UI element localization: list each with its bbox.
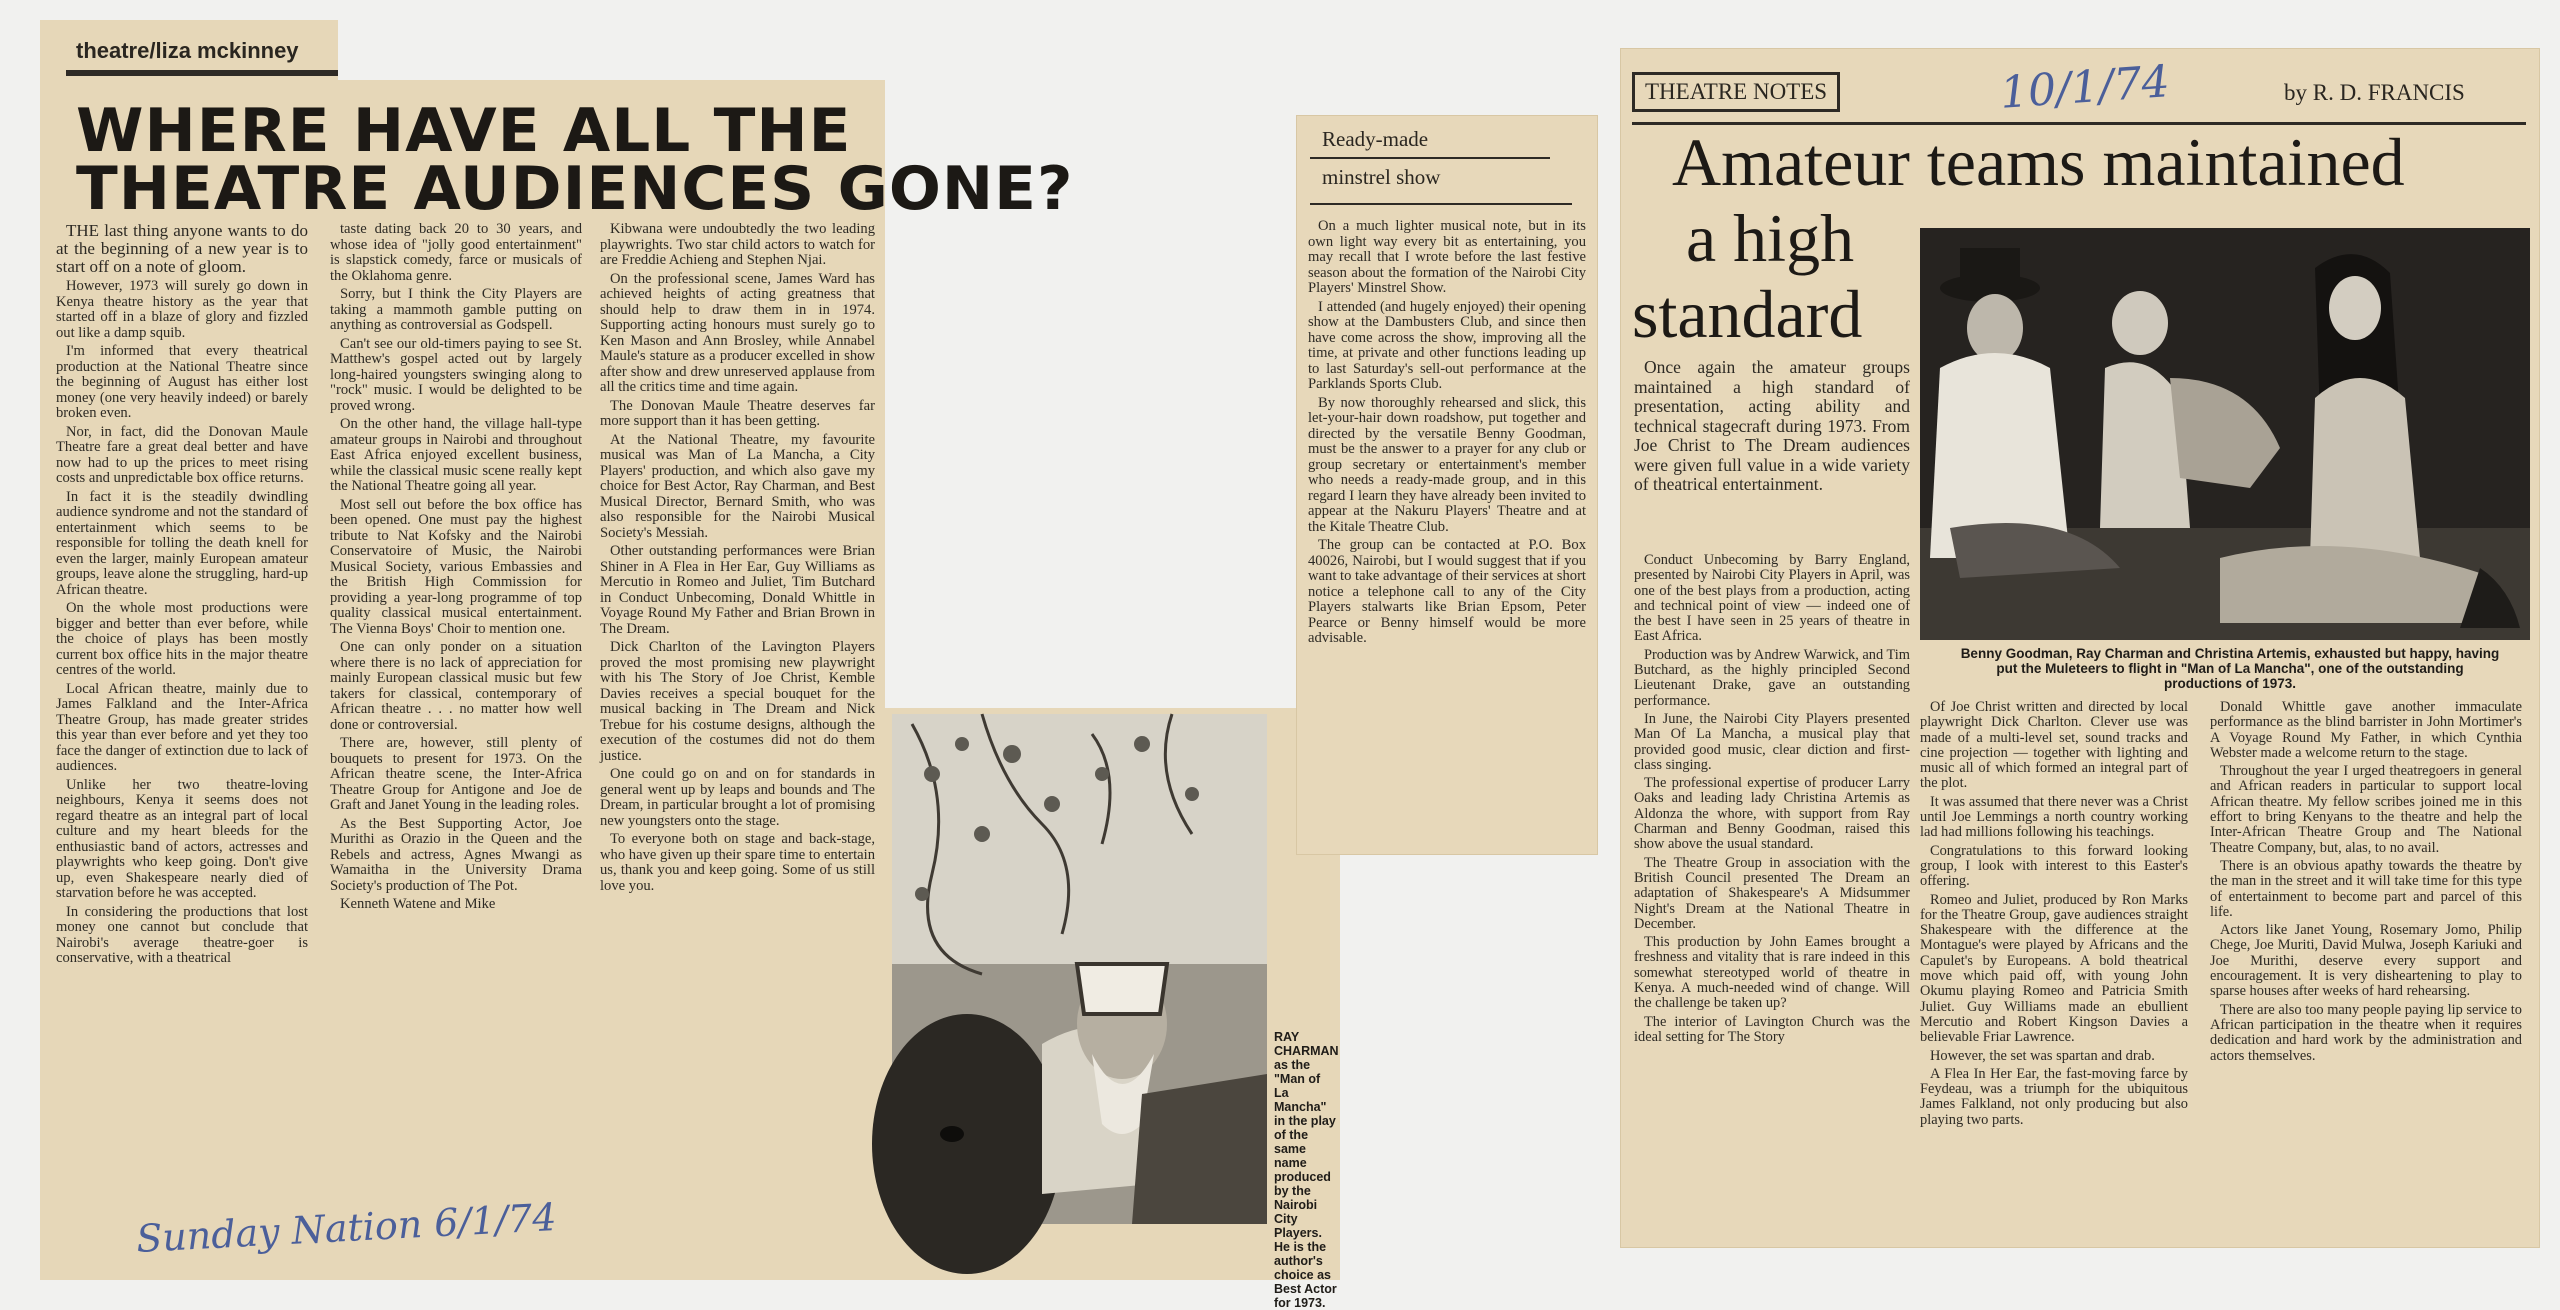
paragraph: There are also too many people paying lip service to African participation in the theatre when it requires dedication and hard work by the administration and actors themselves.	[2210, 1001, 2522, 1064]
paragraph: Congratulations to this forward looking group, I look with interest to this Easter's offering.	[1920, 842, 2188, 890]
paragraph: One could go on and on for standards in general went up by leaps and bounds and The Dream, in particular brought a lot of promising new youngsters onto the stage.	[600, 766, 875, 829]
paragraph: Actors like Janet Young, Rosemary Jomo, Philip Chege, Joe Muriti, David Mulwa, Joseph Kariuki and Joe Murithi, deserve every support and encouragement. It is very disheartening to play to sparse houses after weeks of hard rehearsing.	[2210, 922, 2522, 1000]
section-label	[1632, 72, 1840, 112]
paragraph: I attended (and hugely enjoyed) their opening show at the Dambusters Club, and since then have come across the show, improving all the time, at private and other functions leading up to last Saturday's sell-out performance at the Parklands Sports Club.	[1308, 298, 1586, 392]
man-of-la-mancha-photo-caption: Benny Goodman, Ray Charman and Christina Artemis, exhausted but happy, having put the Muleteers to flight in "Man of La Mancha", one of the outstanding productions of 1973.	[1960, 646, 2500, 691]
paragraph: I'm informed that every theatrical production at the National Theatre since the beginning of August has either lost money (one very heavily indeed) or barely broken even.	[56, 343, 308, 421]
paragraph: Of Joe Christ written and directed by local playwright Dick Charlton. Clever use was made of a multi-level set, sound tracks and cine projection — together with lighting and music all of which formed an integral part of the plot.	[1920, 699, 2188, 792]
article-column-1	[1634, 553, 1910, 1048]
section-kicker-text: theatre/liza mckinney	[76, 38, 299, 63]
paragraph: The interior of Lavington Church was the ideal setting for The Story	[1634, 1013, 1910, 1045]
article-column-3	[2210, 700, 2522, 1067]
minstrel-article-column	[1308, 219, 1586, 650]
paragraph: On a much lighter musical note, but in its own light way every bit as entertaining, you may recall that I wrote before the last festive season about the formation of the Nairobi City Players' Minstrel Show.	[1308, 218, 1586, 296]
paragraph: Local African theatre, mainly due to James Falkland and the Inter-Africa Theatre Group, has made greater strides this year than ever before and yet they too face the danger of extinction due to lack of audiences.	[56, 680, 308, 774]
paragraph: This production by John Eames brought a freshness and vitality that is rare indeed in this somewhat stereotyped world of theatre in Kenya. A much-needed wind of change. Will the challenge be taken up?	[1634, 934, 1910, 1012]
paragraph: At the National Theatre, my favourite musical was Man of La Mancha, a City Players' production, and which also gave my choice for Best Actor, Ray Charman, and Best Musical Director, Bernard Smith, who was also responsible for the Nairobi Musical Society's Messiah.	[600, 431, 875, 541]
byline: by R. D. FRANCIS	[2284, 80, 2465, 105]
article-column-3	[600, 222, 875, 897]
lead-paragraph	[1634, 358, 1910, 498]
clipping-minstrel-show	[1296, 115, 1598, 855]
kicker-heading-rule	[1310, 157, 1550, 159]
paragraph: taste dating back 20 to 30 years, and whose idea of "jolly good entertainment" is slapstick comedy, farce or musicals of the Oklahoma genre.	[330, 221, 582, 284]
paragraph: However, the set was spartan and drab.	[1930, 1047, 2155, 1064]
paragraph: A Flea In Her Ear, the fast-moving farce by Feydeau, was a triumph for the ubiquitous James Falkland, not only producing but also playing two parts.	[1920, 1065, 2188, 1128]
paragraph: Other outstanding performances were Brian Shiner in A Flea in Her Ear, Guy Williams as Mercutio in Romeo and Juliet, Tim Butchard in Conduct Unbecoming, Donald Whittle in Voyage Round My Father and Brian Brown in The Dream.	[600, 543, 875, 637]
paragraph: On the professional scene, James Ward has achieved heights of acting greatness that should help to draw them in in 1974. Supporting acting honours must surely go to Ken Mason and Ann Brosley, while Annabel Maule's stature as a producer excelled in show after show and drew unreserved applause from all the critics time and time again.	[600, 270, 875, 395]
article-column-2	[330, 222, 582, 916]
paragraph: By now thoroughly rehearsed and slick, this let-your-hair down roadshow, put together and directed by the versatile Benny Goodman, must be the answer to a prayer for any club or group secretary or entertainment's member who needs a ready-made group, and in this regard I learn they have already been invited to appear at the Nakuru Players' Theatre and at the Kitale Theatre Club.	[1308, 394, 1586, 535]
paragraph: Once again the amateur groups maintained a high standard of presentation, acting ability and technical stagecraft during 1973. From Joe Christ to The Dream audiences were given full value in a wide variety of theatrical entertainment.	[1634, 357, 1910, 494]
paragraph: Kenneth Watene and Mike	[340, 896, 496, 912]
section-label-text: THEATRE NOTES	[1645, 79, 1828, 104]
paragraph: Can't see our old-timers paying to see St. Matthew's gospel acted out by largely long-haired youngsters swinging along to "rock" music. I would be delighted to be proved wrong.	[330, 335, 582, 414]
paragraph: Nor, in fact, did the Donovan Maule Theatre fare a great deal better and have now had to up the prices to meet rising costs and unpredictable box office returns.	[56, 423, 308, 486]
paragraph: There are, however, still plenty of bouquets to present for 1973. On the African theatre scene, the Inter-Africa Theatre Group for Antigone and Joe de Graft and Janet Young in the leading roles.	[330, 735, 582, 813]
paragraph: Production was by Andrew Warwick, and Tim Butchard, as the highly principled Second Lieutenant Drake, gave an outstanding performance.	[1634, 646, 1910, 709]
man-of-la-mancha-photo	[1920, 228, 2530, 640]
headline-line-3: standard	[1632, 276, 1863, 352]
kicker-rule	[66, 70, 338, 76]
paragraph: In June, the Nairobi City Players presented Man Of La Mancha, a musical play that provided good music, clear diction and first-class singing.	[1634, 710, 1910, 773]
handwritten-date: 10/1/74	[1998, 56, 2172, 119]
man-of-la-mancha-photo-image	[1920, 228, 2530, 640]
paragraph: However, 1973 will surely go down in Kenya theatre history as the year that started off in a blaze of glory and fizzled out like a damp squib.	[56, 278, 308, 341]
clipping-amateur-teams	[1620, 48, 2540, 1248]
paragraph: In fact it is the steadily dwindling audience syndrome and not the standard of entertainment which seems to be responsible for tolling the death knell for even the larger, mainly European amateur groups, leave alone the struggling, hard-up African theatre.	[56, 488, 308, 598]
paragraph: As the Best Supporting Actor, Joe Murithi as Orazio in the Queen and the Rebels and actress, Agnes Mwangi as Wamaitha in the University Drama Society's production of The Pot.	[330, 815, 582, 894]
paragraph: The professional expertise of producer Larry Oaks and leading lady Christina Artemis as Aldonza the whore, with support from Ray Charman and Benny Goodman, raised this show above the usual standard.	[1634, 775, 1910, 853]
paragraph: In considering the productions that lost money one cannot but conclude that Nairobi's average theatre-goer is conservative, with a theatrical	[56, 903, 308, 966]
paragraph: One can only ponder on a situation where there is no lack of appreciation for mainly European classical music but few takers for classical, contemporary of African theatre . . . no matter how well done or controversial.	[330, 639, 582, 733]
headline	[76, 96, 1074, 224]
handwritten-source-note: Sunday Nation 6/1/74	[135, 1195, 558, 1261]
paragraph: Kibwana were undoubtedly the two leading playwrights. Two star child actors to watch for are Freddie Achieng and Stephen Njai.	[600, 221, 875, 268]
paragraph: Donald Whittle gave another immaculate performance as the blind barrister in John Mortimer's A Voyage Round My Father, in which Cynthia Webster made a welcome return to the stage.	[2210, 699, 2522, 761]
paragraph: There is an obvious apathy towards the theatre by the man in the street and it will take time for this type of entertainment to become part and parcel of this life.	[2210, 857, 2522, 920]
ray-charman-photo-caption: RAY CHARMAN as the "Man of La Mancha" in the play of the same name produced by the Nairobi City Players. He is the author's choice as Best Actor for 1973.	[1274, 1030, 1339, 1310]
kicker-heading	[1322, 123, 1550, 193]
paragraph: Throughout the year I urged theatregoers in general and African readers in particular to support local African theatre. My fellow scribes joined me in this effort to bring Kenyans to the theatre and help the Inter-African Theatre Group and The National Theatre Company, but, alas, to no avail.	[2210, 763, 2522, 856]
ray-charman-photo	[892, 714, 1267, 1224]
kicker-heading-line-1: Ready-made	[1322, 127, 1429, 151]
paragraph: Sorry, but I think the City Players are taking a mammoth gamble putting on anything as controversial as Godspell.	[330, 286, 582, 333]
paragraph: Unlike her two theatre-loving neighbours, Kenya it seems does not regard theatre as an integral part of local culture and my heart bleeds for the enthusiastic band of actors, actresses and playwrights who keep going. Don't give up, even Shakespeare nearly died of starvation before he was accepted.	[56, 776, 308, 901]
paragraph: Dick Charlton of the Lavington Players proved the most promising new playwright with his The Story of Joe Christ, Kemble Davies receives a special bouquet for the musical backing in The Dream and Nick Trebue for his costume designs, although the execution of the costumes did not do them justice.	[600, 639, 875, 764]
headline-line-1: Amateur teams maintained	[1672, 124, 2405, 200]
paragraph: On the whole most productions were bigger and better than ever before, while the choice of plays has been mostly current box office hits in the major theatre centres of the world.	[56, 600, 308, 678]
paragraph: THE last thing anyone wants to do at the beginning of a new year is to start off on a note of gloom.	[56, 221, 308, 276]
headline-line-2: a high	[1686, 200, 1855, 276]
article-column-1	[56, 222, 308, 970]
kicker-heading-line-2: minstrel show	[1322, 165, 1441, 189]
paragraph: Most sell out before the box office has been opened. One must pay the highest tribute to Nat Kofsky and the Nairobi Conservatoire of Music, the Nairobi Musical Society, various Embassies and the British High Commission for providing a year-long programme of top quality classical musical entertainment. The Vienna Boys' Choir to mention one.	[330, 496, 582, 637]
article-column-2	[1920, 700, 2188, 1131]
headline-line-2: THEATRE AUDIENCES GONE?	[76, 154, 1074, 224]
headline-line-1: WHERE HAVE ALL THE	[76, 96, 852, 166]
ray-charman-photo-image	[892, 714, 1267, 1224]
paragraph: It was assumed that there never was a Christ until Joe Lemmings a north country working lad had millions following his teachings.	[1920, 793, 2188, 841]
paragraph: On the other hand, the village hall-type amateur groups in Nairobi and throughout East Africa enjoyed excellent business, while the classical music scene really kept the National Theatre going all year.	[330, 416, 582, 494]
paragraph: Romeo and Juliet, produced by Ron Marks for the Theatre Group, gave audiences straight Shakespeare with the difference at the Montague's were played by Africans and the Capulet's by Europeans. A bold theatrical move which paid off, with young John Okumu playing Romeo and Patricia Smith Juliet. Guy Williams made an ebullient Mercutio and Robert Kingson Davies a believable Friar Lawrence.	[1920, 891, 2188, 1046]
paragraph: Conduct Unbecoming by Barry England, presented by Nairobi City Players in April, was one of the best plays from a production, acting and technical point of view — indeed one of the best I have seen in 25 years of theatre in East Africa.	[1634, 552, 1910, 645]
kicker-heading-rule-bottom	[1310, 203, 1572, 205]
clipping-theatre-audiences	[40, 20, 1410, 1310]
paragraph: The group can be contacted at P.O. Box 40026, Nairobi, but I would suggest that if you want to take advantage of their services at short notice a telephone call to any of the City Players stalwarts like Brian Epsom, Peter Pearce or Benny himself would be more advisable.	[1308, 537, 1586, 646]
paragraph: The Donovan Maule Theatre deserves far more support than it has been getting.	[600, 397, 875, 429]
paragraph: The Theatre Group in association with the British Council presented The Dream an adaptation of Shakespeare's A Midsummer Night's Dream at the National Theatre in December.	[1634, 854, 1910, 932]
section-kicker	[66, 34, 309, 68]
paragraph: To everyone both on stage and back-stage, who have given up their spare time to entertain us, thank you and keep going. Some of us still love you.	[600, 831, 875, 894]
